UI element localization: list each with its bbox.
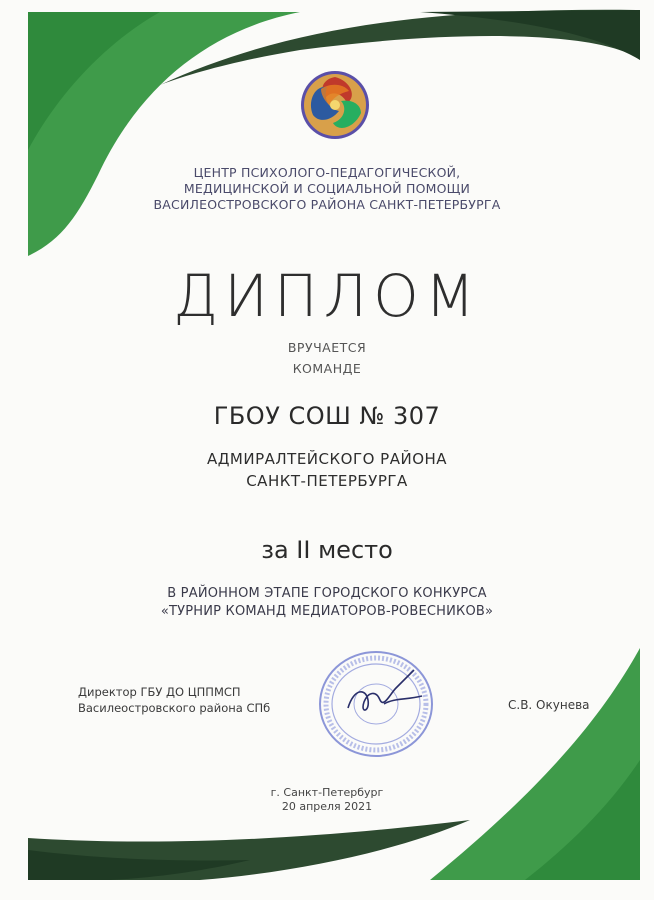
signer-position-line-1: Директор ГБУ ДО ЦППМСП [78,685,241,699]
signer-position-line-2: Василеостровского района СПб [78,701,271,715]
place-and-date [0,786,654,814]
organization-name [0,165,654,213]
awarded-label: ВРУЧАЕТСЯ [287,340,367,355]
organization-line-3: ВАСИЛЕОСТРОВСКОГО РАЙОНА САНКТ-ПЕТЕРБУРГА [153,197,501,212]
contest-line-2: «ТУРНИР КОМАНД МЕДИАТОРОВ-РОВЕСНИКОВ» [160,604,494,619]
recipient-district [0,448,654,492]
signer-name: С.В. Окунева [508,698,590,712]
round-seal-icon [314,648,442,760]
signer-position [78,684,270,716]
team-label: КОМАНДЕ [292,361,362,376]
issue-date: 20 апреля 2021 [281,800,373,813]
organization-line-1: ЦЕНТР ПСИХОЛОГО-ПЕДАГОГИЧЕСКОЙ, [193,165,461,180]
diploma-title: ДИПЛОМ [173,262,481,330]
city: г. Санкт-Петербург [270,786,384,799]
organization-line-2: МЕДИЦИНСКОЙ И СОЦИАЛЬНОЙ ПОМОЩИ [183,181,471,196]
recipient-school: ГБОУ СОШ № 307 [213,402,441,430]
contest-name [0,585,654,621]
handwritten-signature [348,670,422,710]
award-place: за II место [261,536,393,564]
district-line-2: САНКТ-ПЕТЕРБУРГА [246,472,408,490]
spiral-emblem-icon [299,69,371,141]
contest-line-1: В РАЙОННОМ ЭТАПЕ ГОРОДСКОГО КОНКУРСА [167,586,487,601]
district-line-1: АДМИРАЛТЕЙСКОГО РАЙОНА [206,450,448,468]
